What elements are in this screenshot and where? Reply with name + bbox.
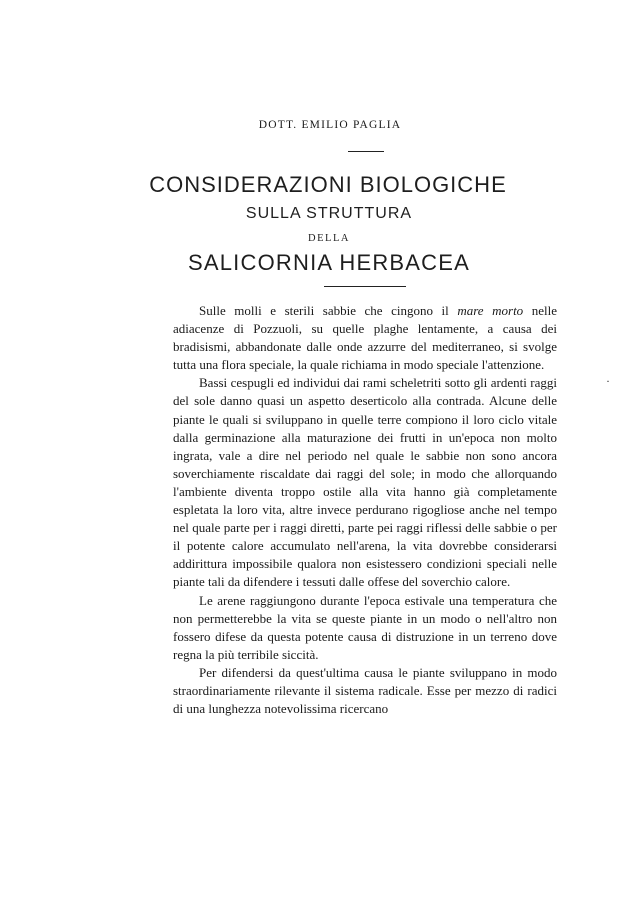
header-divider bbox=[348, 151, 384, 152]
paragraph-1-part-a: Sulle molli e sterili sabbie che cingono il bbox=[199, 303, 458, 318]
paragraph-1-italic: mare morto bbox=[457, 303, 524, 318]
paragraph-1 bbox=[173, 302, 557, 374]
title-line-2: SULLA STRUTTURA bbox=[245, 205, 413, 222]
author-heading: DOTT. EMILIO PAGLIA bbox=[258, 119, 402, 131]
paragraph-3: Le arene raggiungono durante l'epoca estivale una temperatura che non permetterebbe la vita se queste piante in un modo o nell'altro non fossero difese da questa potente causa di distruzione in un terreno dove regna la più terribile siccità. bbox=[173, 592, 557, 662]
title-line-1: CONSIDERAZIONI BIOLOGICHE bbox=[149, 172, 507, 197]
title-line-4: SALICORNIA HERBACEA bbox=[188, 250, 470, 275]
title-line-3: DELLA bbox=[308, 233, 350, 244]
margin-mark: · bbox=[606, 374, 610, 388]
paragraph-2: Bassi cespugli ed individui dai rami scheletriti sotto gli ardenti raggi del sole danno quasi un aspetto deserticolo alla contrada. Alcune delle piante le quali si sviluppano in quelle terre compiono il loro ciclo vitale dalla germinazione alla maturazione dei frutti in un'epoca non molto ingrata, vale a dire nel periodo nel quale le sabbie non sono ancora soverchiamente riscaldate dai raggi del sole; in modo che allorquando l'ambiente diventa troppo ostile alla vita hanno già completamente espletata la loro vita, altre invece perdurano rigogliose anche nel tempo nel quale parte per i raggi diretti, parte pei raggi riflessi delle sabbie o per il potente calore accumulato nell'arena, la vita dovrebbe considerarsi addirittura impossibile qualora non esistessero condizioni speciali nelle piante tali da difendere i tessuti dalle offese del soverchio calore. bbox=[173, 375, 557, 590]
title-divider bbox=[324, 286, 406, 287]
body-text bbox=[173, 302, 557, 718]
paragraph-1-part-b: nelle adiacenze di Pozzuoli, su quelle plaghe lentamente, a causa dei bradisismi, abbandonate dalle onde azzurre del mediterraneo, si svolge tutta una flora speciale, la quale richiama in modo speciale l'attenzione. bbox=[173, 303, 558, 373]
paragraph-4: Per difendersi da quest'ultima causa le piante sviluppano in modo straordinariamente rilevante il sistema radicale. Esse per mezzo di radici di una lunghezza notevolissima ricercano bbox=[173, 664, 557, 717]
